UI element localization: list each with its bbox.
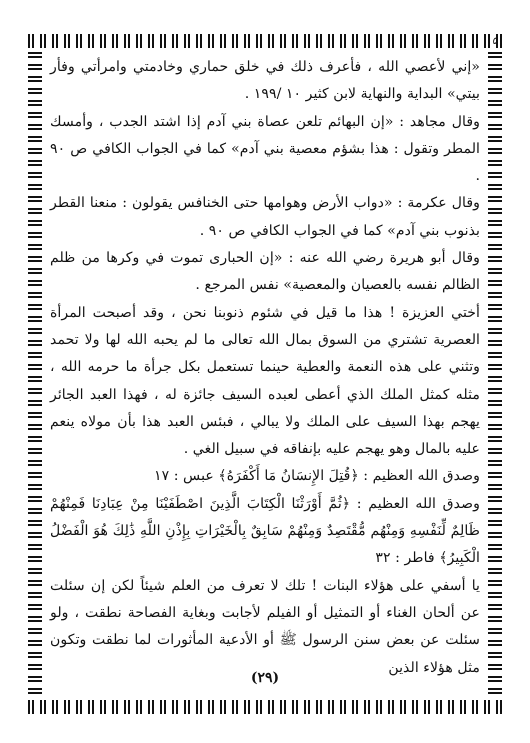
paragraph-list (50, 54, 480, 682)
paragraph-abasa-verse: وصدق الله العظيم : ﴿قُتِلَ الإِنسَانُ مَا أَكْفَرَهُ﴾ عبس : ١٧ (153, 468, 480, 485)
paragraph-lament: يا أسفي على هؤلاء البنات ! تلك لا تعرف من العلم شيئاً لكن إن سئلت عن ألحان الغناء أو التمثيل أو الفيلم لأجابت وبغاية الفصاحة نطقت ، ولو سئلت عن بعض سنن الرسول ﷺ أو الأدعية المأثورات لما نطقت وتكون مثل هؤلاء الذين (50, 577, 480, 676)
top-ornamental-border (28, 34, 502, 48)
paragraph-abu-hurayra: وقال أبو هريرة رضي الله عنه : «إن الحبارى تموت في وكرها من ظلم الظالم نفسه بالعصيان والمعصية» نفس المرجع . (50, 250, 480, 294)
paragraph-dear-sister: أختي العزيزة ! هذا ما قيل في شئوم ذنوبنا نحن ، وقد أصبحت المرأة العصرية تشتري من السوق بمال الله تعالى ما لم يحبه الله لها ولا تحمد وتثني على هذه النعمة والعطية حينما تستعمل بكل جرأة ما حرمه الله ، مثله كمثل الملك الذي أعطى لعبده السيف جائزة له ، فهذا العبد الجائر يهجم بهذا السيف على الملك ولا يبالي ، فبئس العبد هذا بأن مولاه ينعم عليه بالمال وهو يهجم عليه بإنفاقه في سبيل الغي . (50, 304, 480, 458)
page-number: (٢٩) (250, 670, 280, 686)
paragraph-ikrima: وقال عكرمة : «دواب الأرض وهوامها حتى الخنافس يقولون : منعنا القطر بذنوب بني آدم» كما في الجواب الكافي ص ٩٠ . (50, 195, 480, 239)
paragraph-fatir-verse: وصدق الله العظيم : ﴿ثُمَّ أَوْرَثْنَا الْكِتَابَ الَّذِينَ اصْطَفَيْنَا مِنْ عِبَادِنَا فَمِنْهُمْ ظَالِمٌ لِّنَفْسِهِ وَمِنْهُم مُّقْتَصِدٌ وَمِنْهُمْ سَابِقٌ بِالْخَيْرَاتِ بِإِذْنِ اللَّهِ ذَٰلِكَ هُوَ الْفَضْلُ الْكَبِيرُ﴾ فاطر : ٣٢ (50, 495, 480, 567)
paragraph-mujahid: وقال مجاهد : «إن البهائم تلعن عصاة بني آدم إذا اشتد الجدب ، وأمسك المطر وتقول : هذا بشؤم معصية بني آدم» كما في الجواب الكافي ص ٩٠ . (50, 113, 480, 185)
corner-mark: ۵ (492, 36, 498, 47)
paragraph-quote-1: «إني لأعصي الله ، فأعرف ذلك في خلق حماري وخادمتي وامرأتي وفأر بيتي» البداية والنهاية لابن كثير ١٠ /١٩٩ . (50, 59, 480, 103)
left-ornamental-border (28, 52, 42, 696)
bottom-ornamental-border (28, 700, 502, 714)
right-ornamental-border (488, 52, 502, 696)
page-body (50, 54, 480, 688)
page-frame (28, 34, 502, 714)
